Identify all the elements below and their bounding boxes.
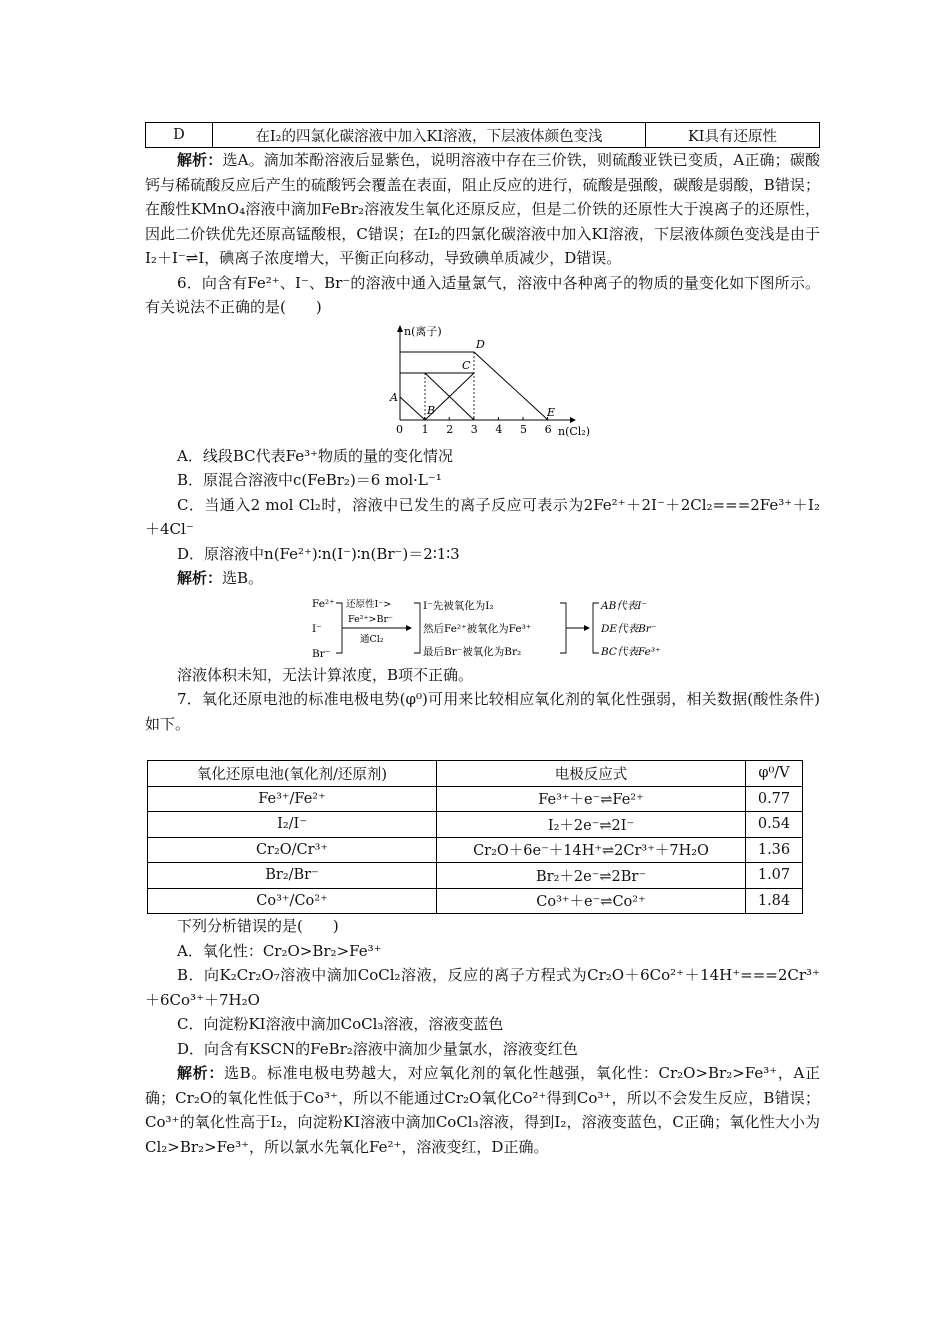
q5-analysis bbox=[145, 148, 820, 271]
reaction-cell: Co³⁺＋e⁻⇌Co²⁺ bbox=[437, 888, 746, 914]
origin-label: 0 bbox=[396, 422, 403, 436]
scheme-ion: Fe²⁺ bbox=[312, 597, 335, 610]
analysis-label: 解析： bbox=[177, 1064, 224, 1082]
table-row bbox=[148, 812, 803, 838]
y-axis-arrow bbox=[397, 325, 403, 332]
segment-de bbox=[474, 352, 548, 420]
experiment-cell: 在I₂的四氯化碳溶液中加入KI溶液，下层液体颜色变浅 bbox=[213, 123, 646, 148]
q6-option-b: B．原混合溶液中c(FeBr₂)＝6 mol·L⁻¹ bbox=[177, 471, 442, 489]
q6-analysis bbox=[145, 566, 820, 591]
reaction-cell: Fe³⁺＋e⁻⇌Fe²⁺ bbox=[437, 786, 746, 812]
point-e-label: E bbox=[547, 405, 556, 419]
couple-cell: I₂/I⁻ bbox=[148, 812, 437, 838]
potential-cell: 0.54 bbox=[746, 812, 803, 838]
q7-question: 下列分析错误的是( ) bbox=[177, 917, 339, 935]
potential-cell: 1.07 bbox=[746, 863, 803, 889]
reaction-cell: Cr₂O＋6e⁻＋14H⁺⇌2Cr³⁺＋7H₂O bbox=[437, 837, 746, 863]
analysis-text: 选B。标准电极电势越大，对应氧化剂的氧化性越强，氧化性：Cr₂O>Br₂>Fe³⁺，A正确；Cr₂O的氧化性低于Co³⁺，所以不能通过Cr₂O氧化Co²⁺得到Co³⁺，所以不会发生反应，B错误；Co³⁺的氧化性高于I₂，向淀粉KI溶液中滴加CoCl₃溶液，得到I₂，溶液变蓝色，C正确；氧化性大小为Cl₂>Br₂>Fe³⁺，所以氯水先氧化Fe²⁺，溶液变红，D正确。 bbox=[145, 1064, 820, 1156]
analysis-text: 选A。滴加苯酚溶液后显紫色，说明溶液中存在三价铁，则硫酸亚铁已变质，A正确；碳酸钙与稀硫酸反应后产生的硫酸钙会覆盖在表面，阻止反应的进行，硫酸是强酸，碳酸是弱酸，B错误；在酸性KMnO₄溶液中滴加FeBr₂溶液发生氧化还原反应，但是二价铁的还原性大于溴离子的还原性，因此二价铁优先还原高锰酸根，C错误；在I₂的四氯化碳溶液中加入KI溶液，下层液体颜色变浅是由于I₂＋I⁻⇌I，碘离子浓度增大，平衡正向移动，导致碘单质减少，D错误。 bbox=[145, 151, 820, 267]
q7-option-c: C．向淀粉KI溶液中滴加CoCl₃溶液，溶液变蓝色 bbox=[177, 1015, 504, 1033]
arrow-reagent: 通Cl₂ bbox=[360, 633, 384, 645]
couple-cell: Co³⁺/Co²⁺ bbox=[148, 888, 437, 914]
right-brace bbox=[593, 603, 599, 653]
table-row bbox=[146, 123, 820, 148]
reaction-cell: I₂＋2e⁻⇌2I⁻ bbox=[437, 812, 746, 838]
scheme-result: BC代表Fe³⁺ bbox=[601, 645, 661, 658]
electrode-potential-table bbox=[147, 760, 803, 914]
x-tick-label: 1 bbox=[421, 422, 429, 436]
mid-brace-left bbox=[414, 603, 420, 653]
analysis-label: 解析： bbox=[177, 151, 223, 169]
mid-brace-right bbox=[560, 603, 566, 653]
potential-cell: 0.77 bbox=[746, 786, 803, 812]
potential-cell: 1.84 bbox=[746, 888, 803, 914]
table-row bbox=[148, 863, 803, 889]
point-d-label: D bbox=[476, 337, 485, 351]
header-cell: φ⁰/V bbox=[746, 761, 803, 787]
point-c-label: C bbox=[462, 358, 471, 372]
option-table bbox=[145, 122, 820, 148]
option-cell: D bbox=[146, 123, 213, 148]
scheme-result: AB代表I⁻ bbox=[601, 599, 647, 612]
q6-option-a: A．线段BC代表Fe³⁺物质的量的变化情况 bbox=[177, 446, 454, 465]
scheme-ion: Br⁻ bbox=[312, 647, 331, 660]
arrow-condition: Fe²⁺>Br⁻ bbox=[348, 613, 394, 625]
x-tick-label: 3 bbox=[470, 422, 478, 436]
q6-option-c: C．当通入2 mol Cl₂时，溶液中已发生的离子反应可表示为2Fe²⁺＋2I⁻＋2Cl₂===2Fe³⁺＋I₂＋4Cl⁻ bbox=[145, 495, 820, 538]
x-tick-label: 4 bbox=[495, 422, 503, 436]
q7-option-b: B．向K₂Cr₂O₇溶液中滴加CoCl₂溶液，反应的离子方程式为Cr₂O＋6Co²⁺＋14H⁺===2Cr³⁺＋6Co³⁺＋7H₂O bbox=[145, 966, 820, 1009]
x-axis-arrow bbox=[570, 417, 576, 423]
couple-cell: Cr₂O/Cr³⁺ bbox=[148, 837, 437, 863]
table-row bbox=[148, 786, 803, 812]
analysis-label: 解析： bbox=[177, 569, 223, 587]
scheme-step: 然后Fe²⁺被氧化为Fe³⁺ bbox=[423, 622, 532, 635]
q7-stem: 7．氧化还原电池的标准电极电势(φ⁰)可用来比较相应氧化剂的氧化性强弱，相关数据(酸性条件)如下。 bbox=[145, 690, 820, 733]
point-a-label: A bbox=[390, 390, 398, 404]
q7-option-a: A．氧化性：Cr₂O>Br₂>Fe³⁺ bbox=[177, 941, 382, 960]
q6-analysis-conclusion: 溶液体积未知，无法计算浓度，B项不正确。 bbox=[177, 665, 474, 684]
x-tick-label: 5 bbox=[520, 422, 527, 436]
table-row bbox=[148, 888, 803, 914]
point-b-label: B bbox=[427, 403, 436, 417]
q6-option-d: D．原溶液中n(Fe²⁺)∶n(I⁻)∶n(Br⁻)＝2∶1∶3 bbox=[177, 544, 460, 563]
x-tick-label: 6 bbox=[544, 422, 552, 436]
q7-option-d: D．向含有KSCN的FeBr₂溶液中滴加少量氯水，溶液变红色 bbox=[177, 1039, 578, 1058]
couple-cell: Br₂/Br⁻ bbox=[148, 863, 437, 889]
reaction-scheme bbox=[310, 595, 680, 661]
ion-amount-graph bbox=[370, 322, 595, 440]
x-axis-label: n(Cl₂) bbox=[558, 424, 591, 438]
x-tick-label: 2 bbox=[446, 422, 454, 436]
header-cell: 氧化还原电池(氧化剂/还原剂) bbox=[148, 761, 437, 787]
conclusion-cell: KI具有还原性 bbox=[646, 123, 820, 148]
scheme-ion: I⁻ bbox=[312, 622, 322, 635]
reaction-cell: Br₂＋2e⁻⇌2Br⁻ bbox=[437, 863, 746, 889]
analysis-text: 选B。 bbox=[222, 569, 264, 587]
segment-ab bbox=[400, 397, 425, 420]
potential-cell: 1.36 bbox=[746, 837, 803, 863]
q6-stem: 6．向含有Fe²⁺、I⁻、Br⁻的溶液中通入适量氯气，溶液中各种离子的物质的量变化如下图所示。有关说法不正确的是( ) bbox=[145, 273, 820, 316]
scheme-result: DE代表Br⁻ bbox=[601, 622, 657, 635]
left-brace bbox=[336, 603, 342, 653]
y-axis-label: n(离子) bbox=[404, 324, 442, 338]
header-cell: 电极反应式 bbox=[437, 761, 746, 787]
table-header-row bbox=[148, 761, 803, 787]
result-arrowhead bbox=[584, 625, 590, 631]
table-row bbox=[148, 837, 803, 863]
arrow-condition: 还原性I⁻> bbox=[346, 598, 392, 610]
reaction-arrowhead bbox=[406, 625, 412, 631]
scheme-step: I⁻先被氧化为I₂ bbox=[423, 599, 494, 612]
document-page bbox=[145, 122, 820, 1159]
scheme-step: 最后Br⁻被氧化为Br₂ bbox=[423, 645, 522, 658]
couple-cell: Fe³⁺/Fe²⁺ bbox=[148, 786, 437, 812]
q7-analysis bbox=[145, 1061, 820, 1159]
